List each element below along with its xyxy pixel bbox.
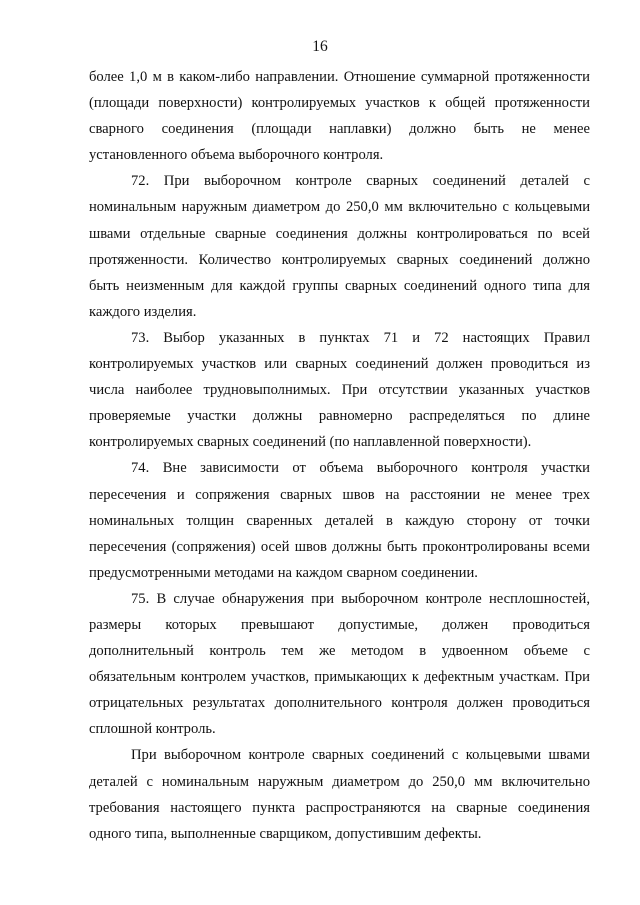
text-line: быть неизменным для каждой группы сварных соединений одного типа для [89,277,590,294]
text-line: 73. Выбор указанных в пунктах 71 и 72 настоящих Правил [131,329,590,346]
text-line: более 1,0 м в каком-либо направлении. Отношение суммарной протяженности [89,69,590,85]
page-number: 16 [312,38,328,55]
text-line: номинальных толщин сваренных деталей в каждую сторону от точки [89,512,590,529]
text-line: предусмотренными методами на каждом сварном соединении. [89,564,478,581]
text-line: требования настоящего пункта распространяются на сварные соединения [89,799,590,816]
text-line: 75. В случае обнаружения при выборочном контроле несплошностей, [131,590,590,607]
text-line: установленного объема выборочного контроля. [89,147,384,164]
document-body [89,64,590,847]
text-line: При выборочном контроле сварных соединений с кольцевыми швами [131,747,590,764]
text-line: контролируемых сварных соединений (по наплавленной поверхности). [89,434,532,451]
text-line: сварного соединения (площади наплавки) должно быть не менее [89,121,590,138]
text-line: сплошной контроль. [89,721,216,738]
text-line: протяженности. Количество контролируемых сварных соединений должно [89,251,590,268]
text-line: размеры которых превышают допустимые, должен проводиться [89,616,590,633]
text-line: одного типа, выполненные сварщиком, допустившим дефекты. [89,825,482,842]
text-line: пересечения и сопряжения сварных швов на расстоянии не менее трех [89,486,590,503]
text-line: обязательным контролем участков, примыкающих к дефектным участкам. При [89,669,590,686]
text-line: деталей с номинальным наружным диаметром до 250,0 мм включительно [89,773,590,790]
text-line: дополнительный контроль тем же методом в удвоенном объеме с [89,643,590,660]
text-line: контролируемых участков или сварных соединений должен проводиться из [89,356,590,373]
text-line: швами отдельные сварные соединения должны контролироваться по всей [89,225,590,242]
text-line: числа наиболее трудновыполнимых. При отсутствии указанных участков [89,382,590,399]
text-line: отрицательных результатах дополнительного контроля должен проводиться [89,695,590,712]
text-line: номинальным наружным диаметром до 250,0 мм включительно с кольцевыми [89,199,590,216]
text-line: (площади поверхности) контролируемых участков к общей протяженности [89,95,590,112]
text-line: проверяемые участки должны равномерно распределяться по длине [89,408,590,425]
text-line: 72. При выборочном контроле сварных соединений деталей с [131,173,590,190]
text-line: 74. Вне зависимости от объема выборочного контроля участки [131,460,590,477]
text-line: каждого изделия. [89,303,197,320]
text-line: пересечения (сопряжения) осей швов должны быть проконтролированы всеми [89,538,590,555]
